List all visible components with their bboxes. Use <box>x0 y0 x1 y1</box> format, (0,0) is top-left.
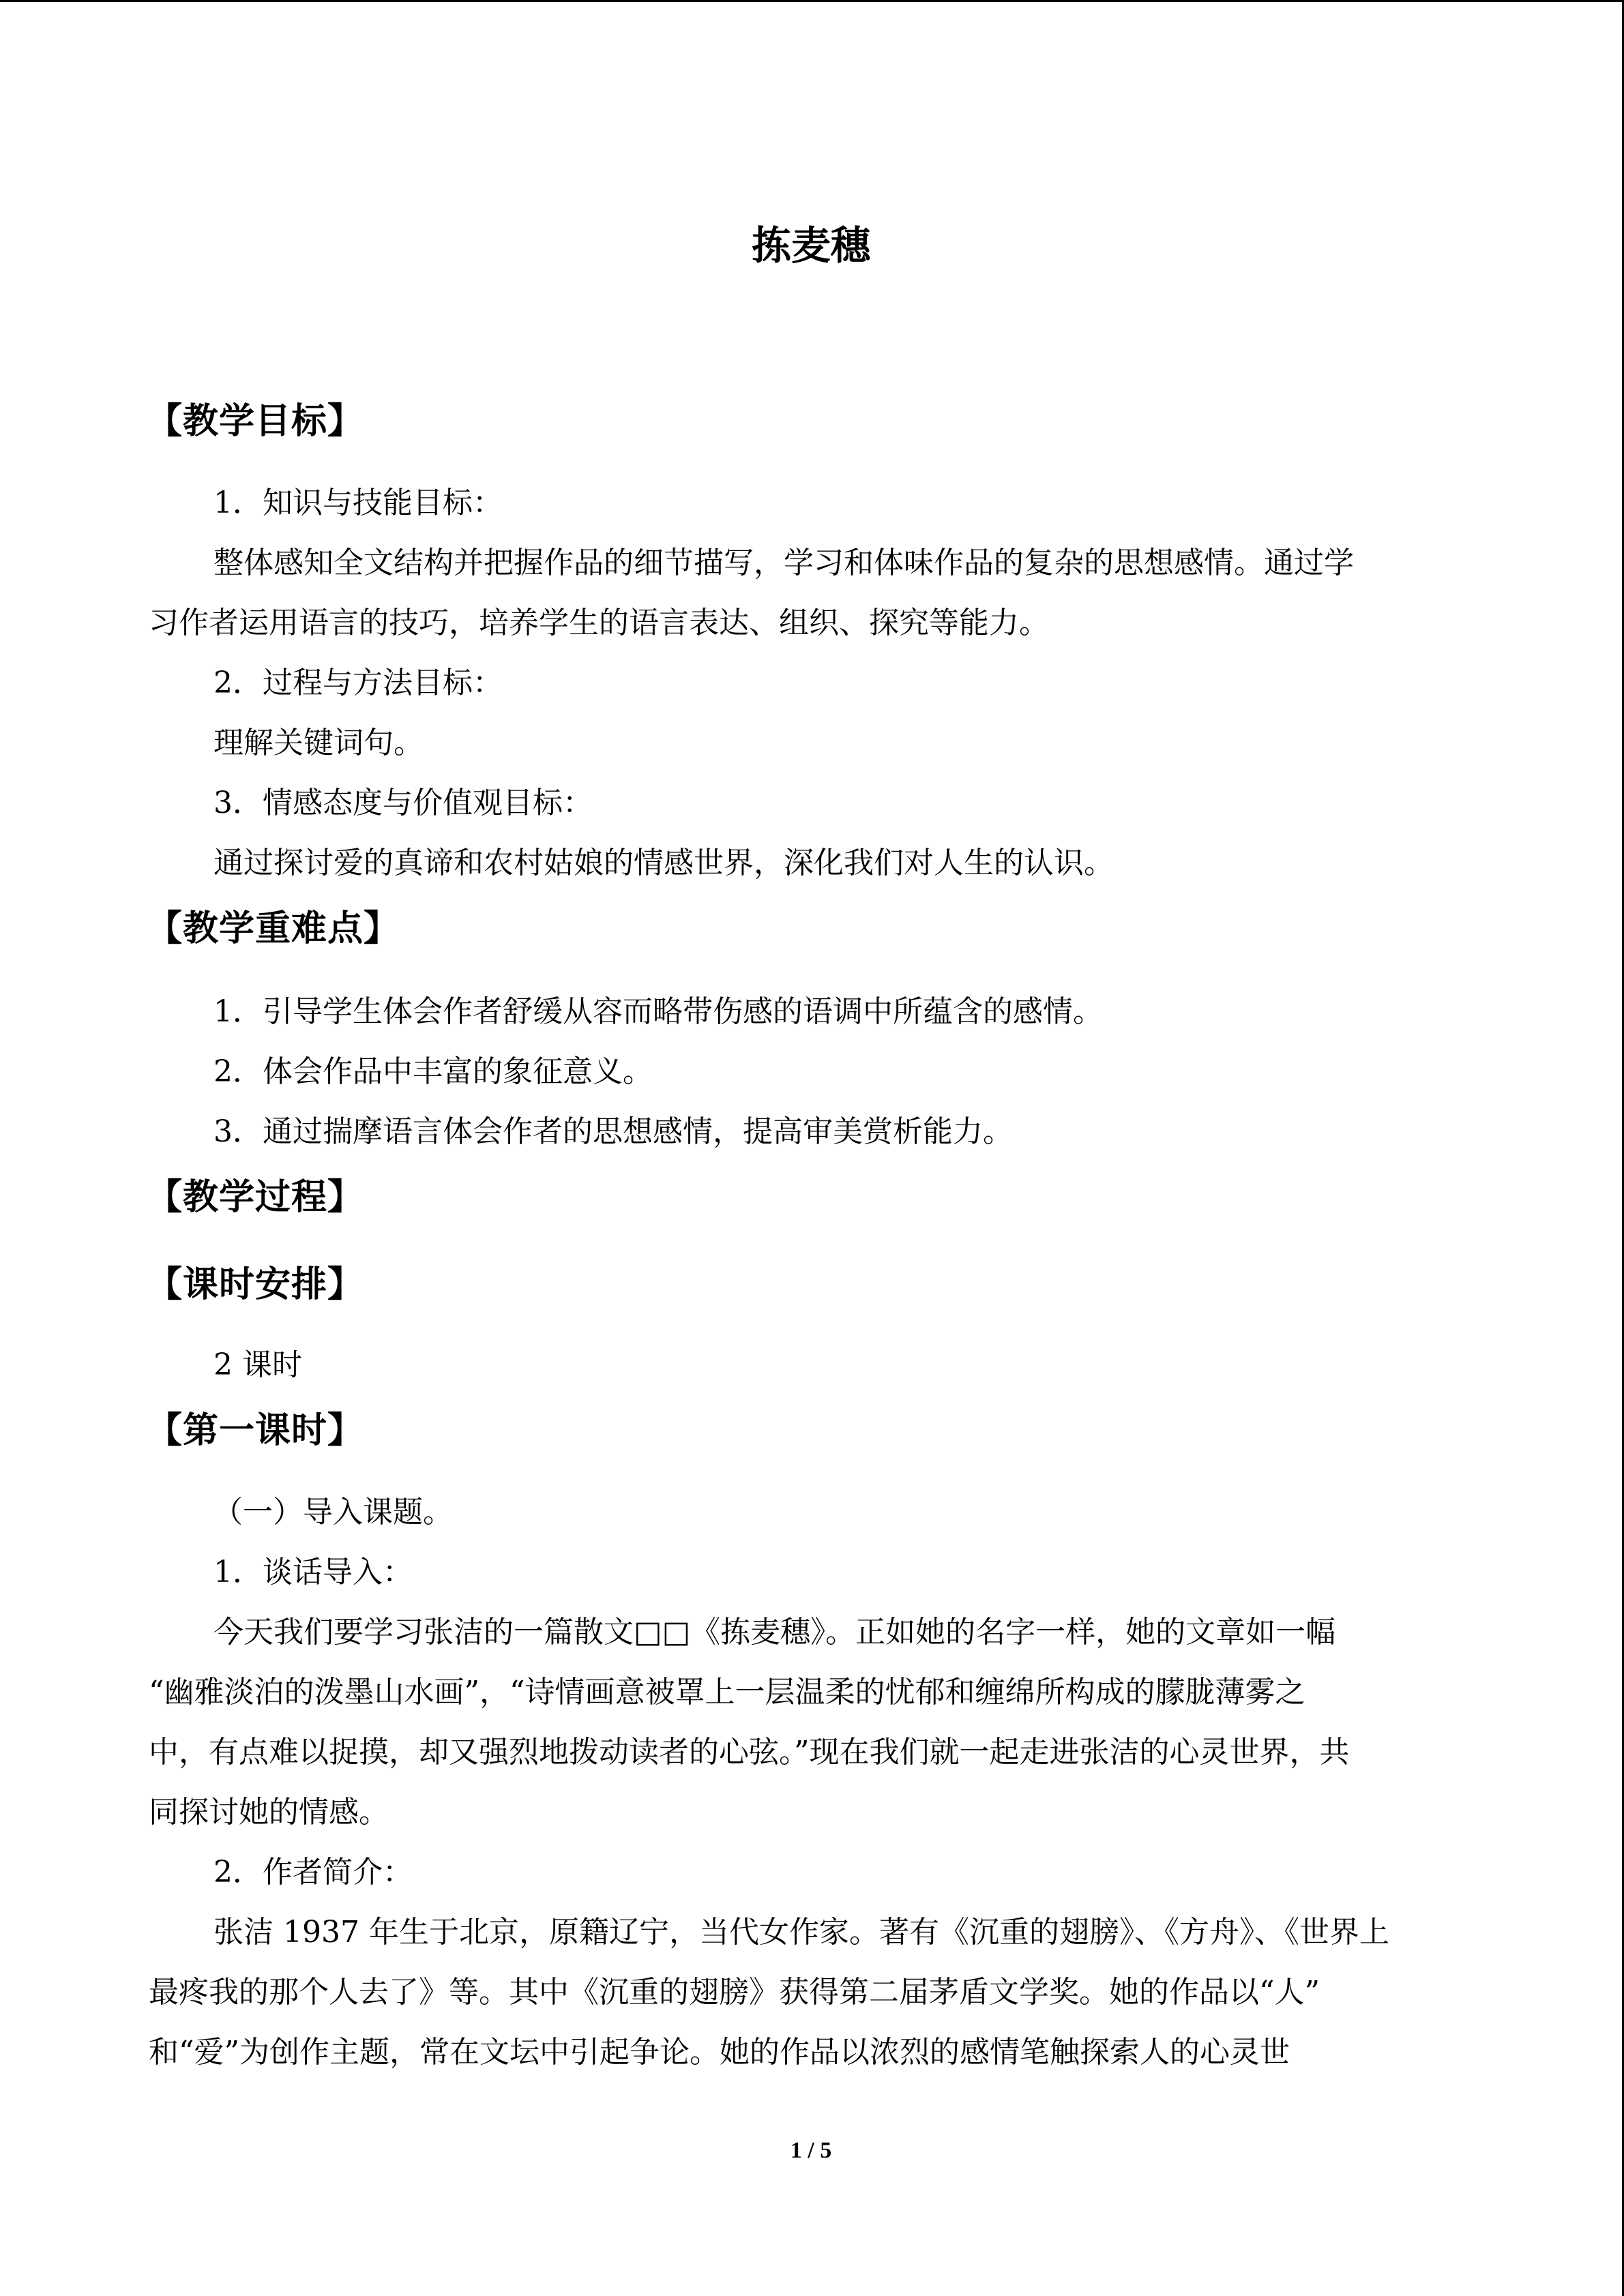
lesson1-step1-line3: 中，有点难以捉摸，却又强烈地拨动读者的心弦。”现在我们就一起走进张洁的心灵世界，共 <box>149 1735 1350 1770</box>
key-point-1: 1．引导学生体会作者舒缓从容而略带伤感的语调中所蕴含的感情。 <box>213 994 1103 1029</box>
heading-schedule: 【课时安排】 <box>147 1264 364 1305</box>
page-number: 1 / 5 <box>790 2138 832 2163</box>
heading-lesson1: 【第一课时】 <box>147 1410 364 1451</box>
schedule-text: 2 课时 <box>213 1347 302 1382</box>
objectives-item3-label: 3．情感态度与价值观目标： <box>213 786 593 820</box>
objectives-item3-text: 通过探讨爱的真谛和农村姑娘的情感世界，深化我们对人生的认识。 <box>213 846 1114 880</box>
page-title: 拣麦穗 <box>751 222 870 269</box>
lesson1-step1-line1: 今天我们要学习张洁的一篇散文□□《拣麦穗》。正如她的名字一样，她的文章如一幅 <box>213 1615 1336 1650</box>
heading-key-points: 【教学重难点】 <box>147 908 400 949</box>
key-point-3: 3．通过揣摩语言体会作者的思想感情，提高审美赏析能力。 <box>213 1114 1013 1149</box>
lesson1-step1-line2: “幽雅淡泊的泼墨山水画”，“诗情画意被罩上一层温柔的忧郁和缠绵所构成的朦胧薄雾之 <box>149 1675 1305 1710</box>
objectives-item2-text: 理解关键词句。 <box>213 726 424 760</box>
lesson1-step1-label: 1．谈话导入： <box>213 1555 413 1590</box>
lesson1-step2-line1: 张洁 1937 年生于北京，原籍辽宁，当代女作家。著有《沉重的翅膀》、《方舟》、《世界上 <box>213 1915 1389 1950</box>
lesson1-step2-label: 2．作者简介： <box>213 1855 413 1890</box>
heading-process: 【教学过程】 <box>147 1177 364 1218</box>
lesson1-step2-line2: 最疼我的那个人去了》等。其中《沉重的翅膀》获得第二届茅盾文学奖。她的作品以“人” <box>149 1975 1320 2010</box>
objectives-item1-text-line2: 习作者运用语言的技巧，培养学生的语言表达、组织、探究等能力。 <box>149 606 1049 640</box>
lesson1-part1: （一）导入课题。 <box>213 1495 453 1530</box>
objectives-item1-label: 1．知识与技能目标： <box>213 486 503 520</box>
heading-objectives: 【教学目标】 <box>147 401 364 442</box>
objectives-item1-text-line1: 整体感知全文结构并把握作品的细节描写，学习和体味作品的复杂的思想感情。通过学 <box>213 546 1354 580</box>
lesson1-step2-line3: 和“爱”为创作主题，常在文坛中引起争论。她的作品以浓烈的感情笔触探索人的心灵世 <box>149 2035 1290 2070</box>
lesson1-step1-line4: 同探讨她的情感。 <box>149 1795 389 1830</box>
objectives-item2-label: 2．过程与方法目标： <box>213 666 503 700</box>
key-point-2: 2．体会作品中丰富的象征意义。 <box>213 1054 653 1089</box>
